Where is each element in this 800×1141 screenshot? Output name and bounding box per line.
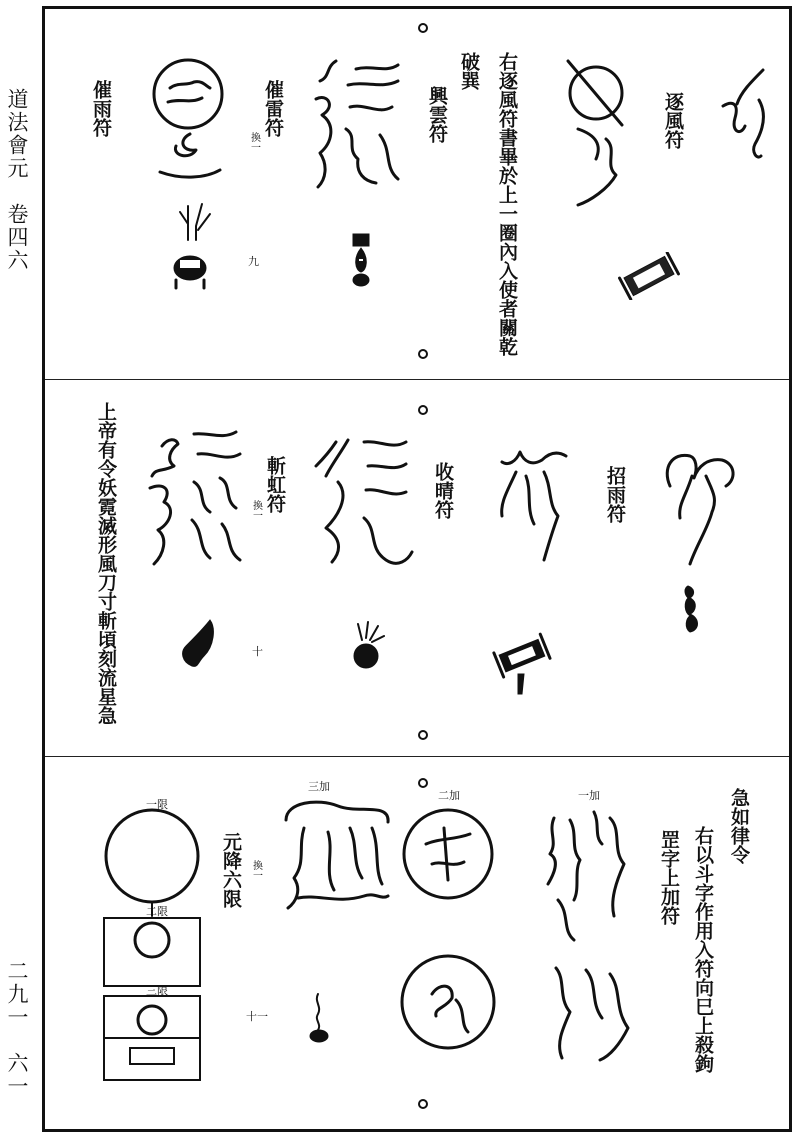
ritual-figure-icon bbox=[680, 582, 704, 636]
talisman-glyph-crossed-circle bbox=[556, 55, 646, 215]
hole bbox=[419, 406, 427, 414]
six-limits-diagram bbox=[96, 808, 212, 1088]
step-label: 三加 bbox=[308, 780, 330, 793]
limit-label: 一限 bbox=[146, 798, 168, 811]
talisman-glyph-step-1 bbox=[540, 808, 636, 1068]
hole bbox=[419, 24, 427, 32]
talisman-label: 元降六限 bbox=[219, 832, 242, 908]
incantation-end: 急如律令 bbox=[727, 788, 750, 864]
talisman-label: 催雨符 bbox=[89, 80, 112, 137]
talisman-glyph-step-2 bbox=[396, 804, 506, 1074]
talisman-note: 右逐風符書畢於上一圈內入使者關乾 bbox=[495, 52, 518, 356]
talisman-glyph-cuilei bbox=[142, 52, 242, 192]
talisman-label: 收晴符 bbox=[431, 462, 454, 519]
flame-vessel-icon bbox=[344, 618, 394, 672]
scroll-icon bbox=[492, 630, 556, 700]
limit-box bbox=[104, 918, 200, 986]
talisman-label: 逐風符 bbox=[661, 92, 684, 149]
hole bbox=[419, 1100, 427, 1108]
book-title: 道法會元 卷四六 bbox=[5, 88, 30, 272]
instruction-text: 右以斗字作用入符向巳上殺鉤 bbox=[691, 826, 714, 1073]
instruction-text-2: 罡字上加符 bbox=[657, 830, 680, 925]
limit-label: 二限 bbox=[146, 905, 168, 918]
talisman-number: 十一 bbox=[246, 1010, 268, 1023]
step-label: 一加 bbox=[578, 789, 600, 802]
limit-label: 三限 bbox=[146, 984, 168, 997]
vessel-icon bbox=[166, 200, 216, 290]
incense-icon bbox=[304, 988, 334, 1048]
talisman-sublabel: 換一 bbox=[250, 500, 262, 520]
hole bbox=[419, 779, 427, 787]
talisman-label: 招雨符 bbox=[603, 466, 626, 523]
page-number: 二九一 六一 bbox=[5, 960, 30, 1098]
hole bbox=[419, 731, 427, 739]
talisman-number: 十 bbox=[252, 645, 263, 658]
talisman-glyph-zhaoyu bbox=[656, 446, 746, 576]
talisman-label: 催雷符 bbox=[261, 80, 284, 137]
talisman-glyph-xingyun bbox=[306, 55, 406, 195]
scroll-icon bbox=[614, 252, 684, 300]
talisman-glyph-step-3 bbox=[278, 798, 398, 918]
talisman-sublabel: 換一 bbox=[248, 132, 260, 152]
talisman-glyph-shouqing bbox=[486, 432, 576, 572]
talisman-sublabel: 換一 bbox=[250, 860, 262, 880]
hole bbox=[419, 350, 427, 358]
talisman-glyph-zhufeng bbox=[715, 60, 775, 170]
talisman-note-2: 破巽 bbox=[457, 52, 480, 90]
ink-blot-icon bbox=[176, 616, 222, 672]
talisman-glyph-zhanhong bbox=[308, 432, 418, 582]
talisman-number: 九 bbox=[248, 255, 259, 268]
talisman-glyph-large bbox=[140, 424, 250, 574]
incantation-text: 上帝有令妖霓滅形風刀寸斬頃刻流星急 bbox=[94, 402, 117, 725]
lamp-icon bbox=[349, 230, 373, 290]
talisman-label: 斬虹符 bbox=[263, 456, 286, 513]
talisman-label: 興雲符 bbox=[425, 86, 448, 143]
limit-circle bbox=[106, 810, 198, 902]
step-label: 二加 bbox=[438, 789, 460, 802]
